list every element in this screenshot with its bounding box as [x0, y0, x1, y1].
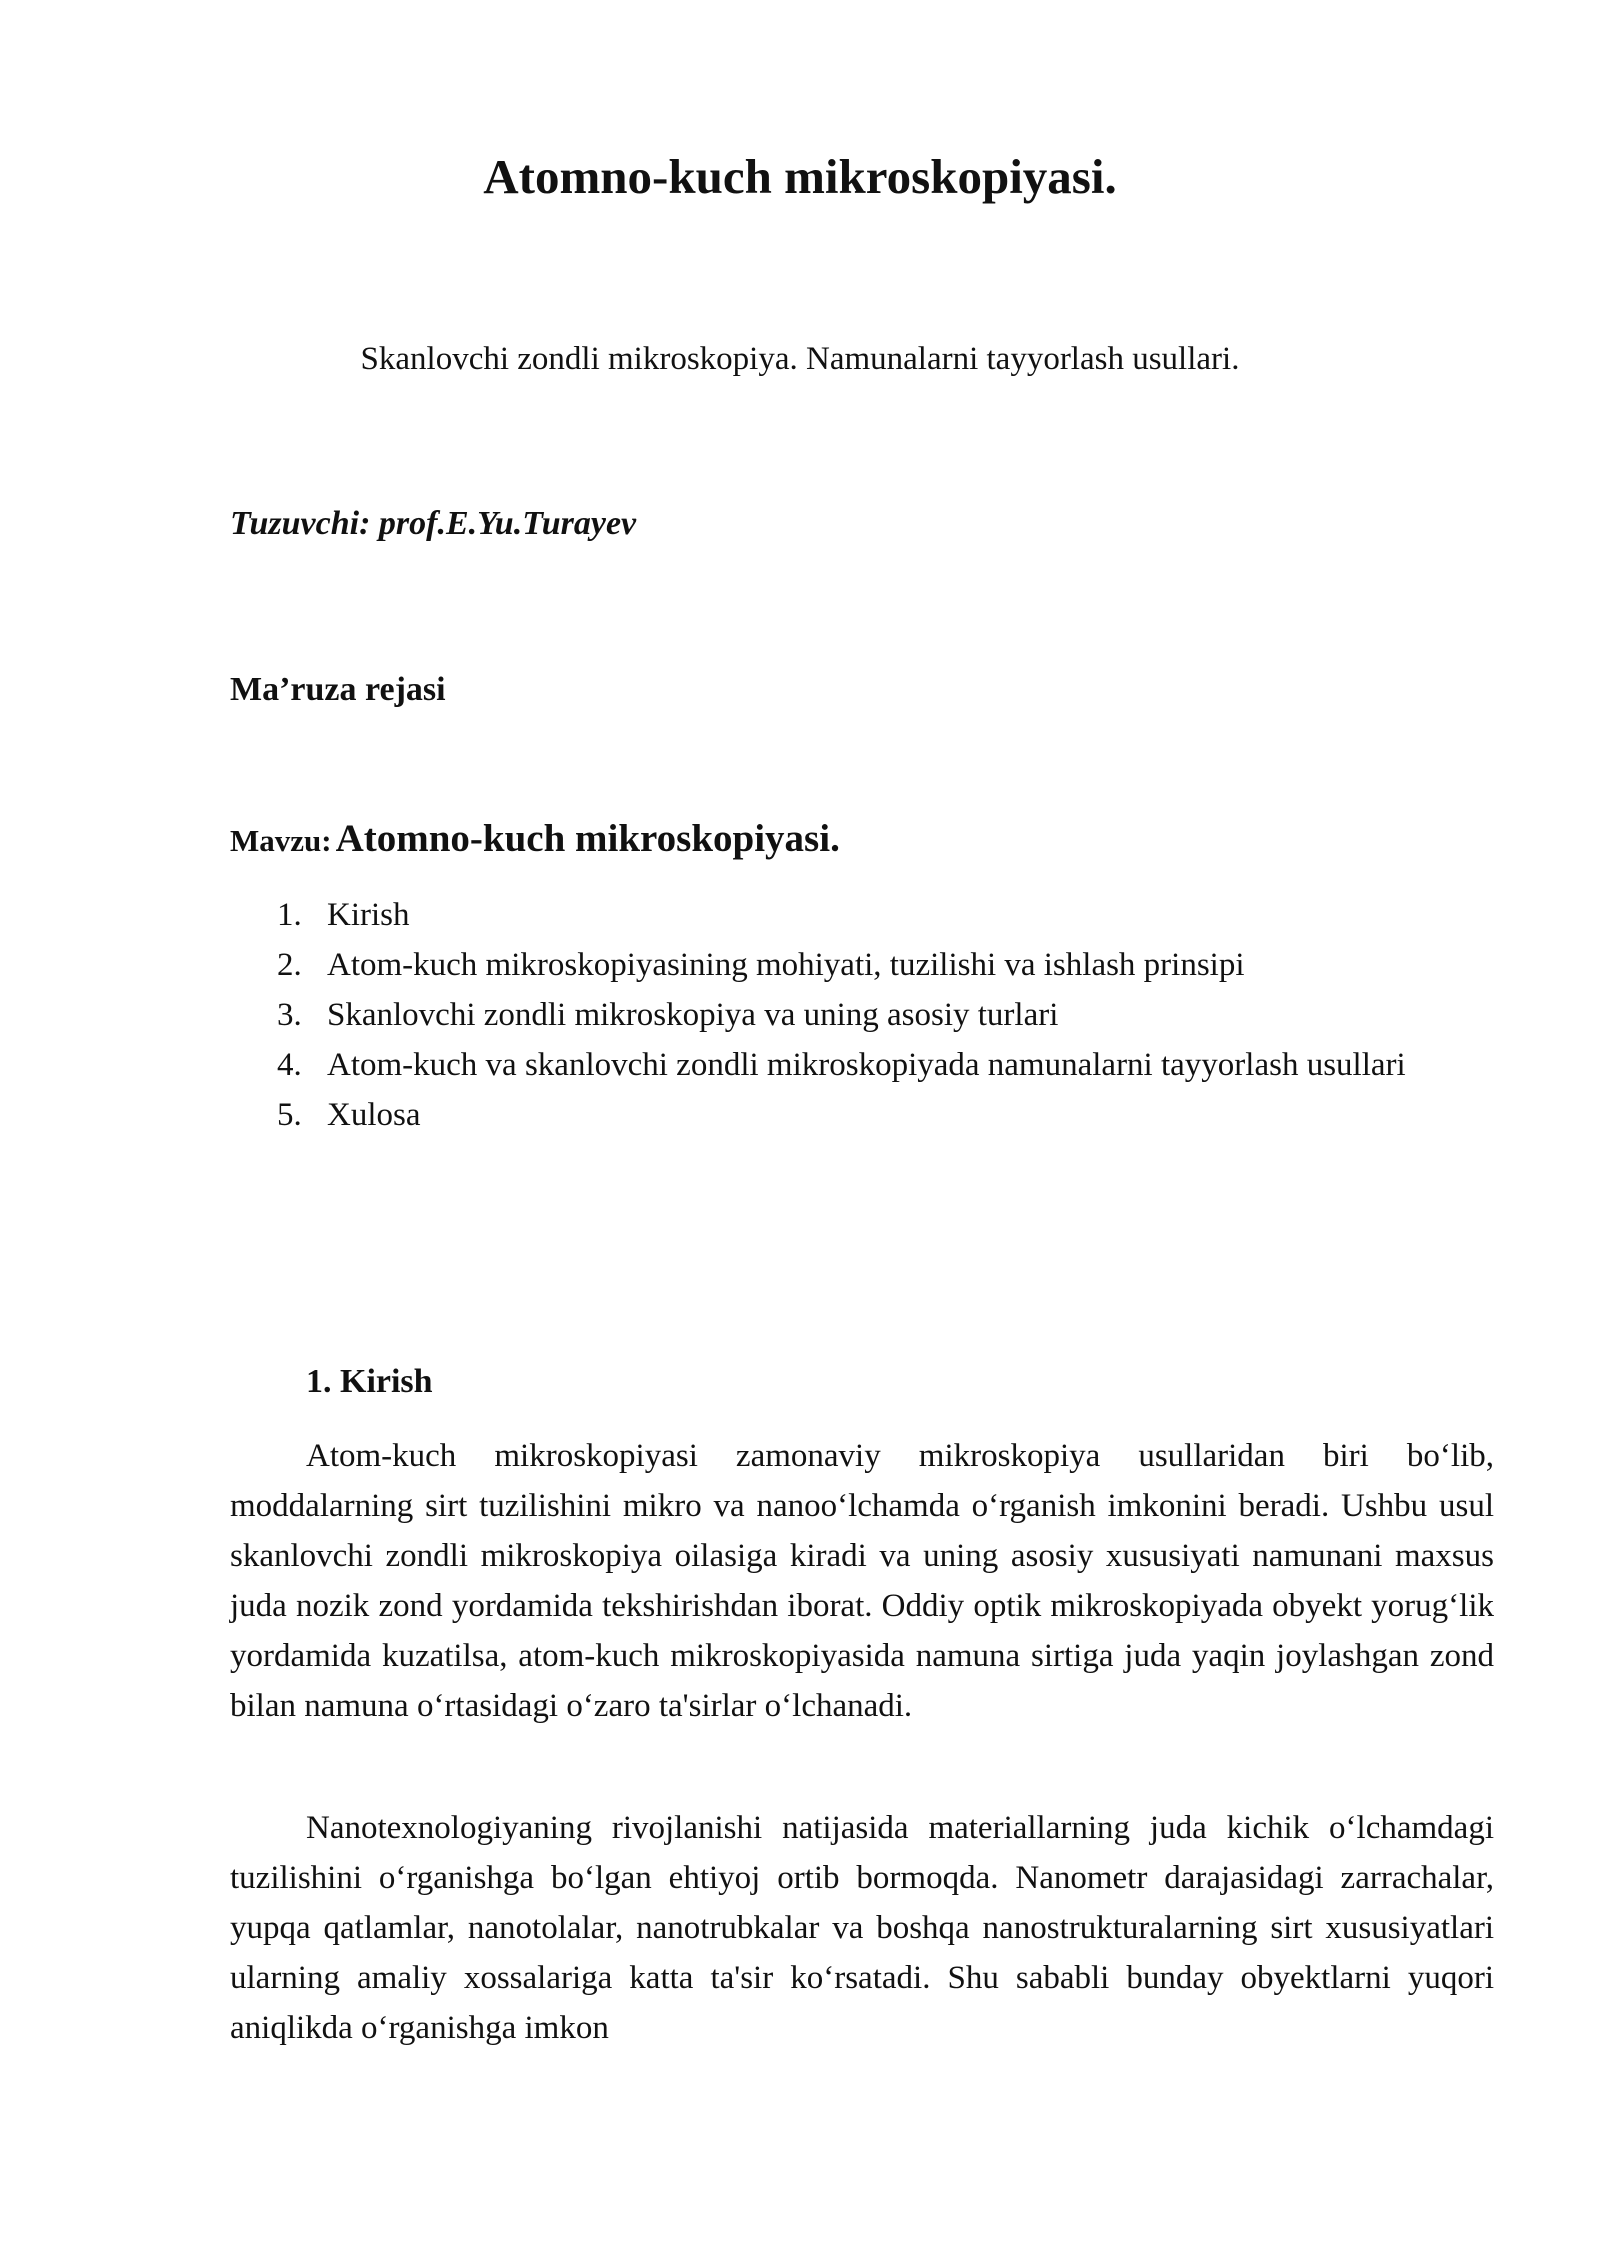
- plan-item-number: 3.: [277, 997, 302, 1033]
- document-subtitle: Skanlovchi zondli mikroskopiya. Namunalarni tayyorlash usullari.: [360, 341, 1240, 377]
- plan-item: [230, 940, 1520, 990]
- topic-label: Mavzu:: [230, 823, 332, 858]
- plan-item-text: Atom-kuch va skanlovchi zondli mikroskopiyada namunalarni tayyorlash usullari: [327, 1047, 1406, 1083]
- plan-item-text: Kirish: [327, 897, 410, 933]
- plan-item-number: 2.: [277, 947, 302, 983]
- lecture-plan-heading: Ma’ruza rejasi: [230, 671, 446, 708]
- plan-item: [230, 1040, 1520, 1090]
- plan-item: [230, 890, 1520, 940]
- body-paragraph: Nanotexnologiyaning rivojlanishi natijasida materiallarning juda kichik o‘lchamdagi tuzilishini o‘rganishga bo‘lgan ehtiyoj ortib bormoqda. Nanometr darajasidagi zarrachalar, yupqa qatlamlar, nanotolalar, nanotrubkalar va boshqa nanostrukturalarning sirt xususiyatlari ularning amaliy xossalariga katta ta'sir ko‘rsatadi. Shu sababli bunday obyektlarni yuqori aniqlikda o‘rganishga imkon: [230, 1810, 1494, 2046]
- topic-line: [230, 816, 840, 863]
- plan-item: [230, 990, 1520, 1040]
- document-title: Atomno-kuch mikroskopiyasi.: [483, 149, 1117, 204]
- topic-value: Atomno-kuch mikroskopiyasi.: [335, 817, 840, 860]
- plan-list: [230, 890, 1520, 1140]
- plan-item-text: Skanlovchi zondli mikroskopiya va uning asosiy turlari: [327, 997, 1059, 1033]
- plan-item: [230, 1090, 1520, 1140]
- plan-item-number: 5.: [277, 1097, 302, 1133]
- plan-item-text: Atom-kuch mikroskopiyasining mohiyati, tuzilishi va ishlash prinsipi: [327, 947, 1245, 983]
- plan-item-number: 1.: [277, 897, 302, 933]
- section-heading-introduction: 1. Kirish: [306, 1363, 433, 1400]
- plan-item-number: 4.: [277, 1047, 302, 1083]
- plan-item-text: Xulosa: [327, 1097, 421, 1133]
- author-line: Tuzuvchi: prof.E.Yu.Turayev: [230, 505, 637, 542]
- body-paragraph: Atom-kuch mikroskopiyasi zamonaviy mikroskopiya usullaridan biri bo‘lib, moddalarning sirt tuzilishini mikro va nanoo‘lchamda o‘rganish imkonini beradi. Ushbu usul skanlovchi zondli mikroskopiya oilasiga kiradi va uning asosiy xususiyati namunani maxsus juda nozik zond yordamida tekshirishdan iborat. Oddiy optik mikroskopiyada obyekt yorug‘lik yordamida kuzatilsa, atom-kuch mikroskopiyasida namuna sirtiga juda yaqin joylashgan zond bilan namuna o‘rtasidagi o‘zaro ta'sirlar o‘lchanadi.: [230, 1438, 1494, 1724]
